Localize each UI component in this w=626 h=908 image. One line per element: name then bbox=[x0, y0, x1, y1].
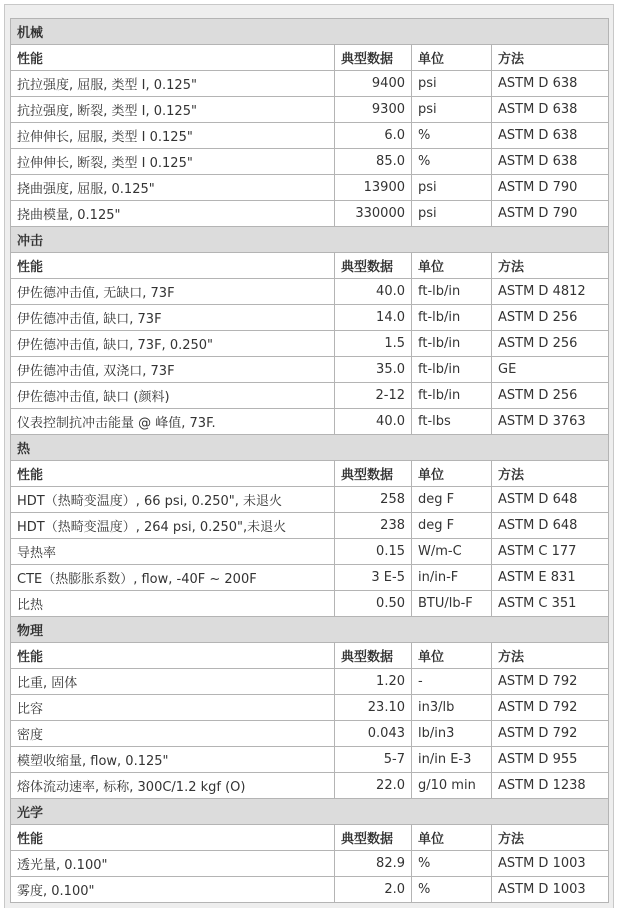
cell-unit: g/10 min bbox=[412, 773, 492, 799]
cell-value: 2-12 bbox=[335, 383, 412, 409]
cell-unit: psi bbox=[412, 97, 492, 123]
column-header-row bbox=[11, 461, 609, 487]
cell-value: 1.20 bbox=[335, 669, 412, 695]
cell-property: CTE（热膨胀系数）, flow, -40F ~ 200F bbox=[11, 565, 335, 591]
cell-method: ASTM D 638 bbox=[492, 71, 609, 97]
properties-table bbox=[10, 18, 609, 903]
cell-property: 挠曲强度, 屈服, 0.125" bbox=[11, 175, 335, 201]
cell-value: 22.0 bbox=[335, 773, 412, 799]
cell-unit: % bbox=[412, 149, 492, 175]
column-header-unit: 单位 bbox=[412, 461, 492, 487]
section-title: 物理 bbox=[11, 617, 609, 643]
cell-value: 330000 bbox=[335, 201, 412, 227]
cell-value: 6.0 bbox=[335, 123, 412, 149]
cell-property: HDT（热畸变温度）, 66 psi, 0.250", 未退火 bbox=[11, 487, 335, 513]
cell-method: ASTM D 792 bbox=[492, 721, 609, 747]
cell-value: 14.0 bbox=[335, 305, 412, 331]
cell-unit: % bbox=[412, 851, 492, 877]
cell-property: 抗拉强度, 屈服, 类型 I, 0.125" bbox=[11, 71, 335, 97]
cell-property: 导热率 bbox=[11, 539, 335, 565]
table-row bbox=[11, 513, 609, 539]
cell-method: ASTM D 638 bbox=[492, 123, 609, 149]
cell-unit: psi bbox=[412, 201, 492, 227]
table-row bbox=[11, 149, 609, 175]
cell-property: 比重, 固体 bbox=[11, 669, 335, 695]
cell-method: ASTM D 648 bbox=[492, 487, 609, 513]
table-row bbox=[11, 331, 609, 357]
cell-method: ASTM D 4812 bbox=[492, 279, 609, 305]
cell-unit: in/in E-3 bbox=[412, 747, 492, 773]
cell-value: 85.0 bbox=[335, 149, 412, 175]
cell-property: 抗拉强度, 断裂, 类型 I, 0.125" bbox=[11, 97, 335, 123]
cell-method: ASTM C 177 bbox=[492, 539, 609, 565]
cell-method: ASTM D 792 bbox=[492, 695, 609, 721]
column-header-property: 性能 bbox=[11, 461, 335, 487]
cell-value: 3 E-5 bbox=[335, 565, 412, 591]
table-row bbox=[11, 279, 609, 305]
cell-unit: ft-lb/in bbox=[412, 279, 492, 305]
cell-method: ASTM D 955 bbox=[492, 747, 609, 773]
table-row bbox=[11, 851, 609, 877]
cell-unit: deg F bbox=[412, 487, 492, 513]
cell-method: ASTM C 351 bbox=[492, 591, 609, 617]
table-row bbox=[11, 201, 609, 227]
table-row bbox=[11, 71, 609, 97]
cell-value: 258 bbox=[335, 487, 412, 513]
column-header-row bbox=[11, 45, 609, 71]
cell-property: 伊佐德冲击值, 双浇口, 73F bbox=[11, 357, 335, 383]
cell-property: 仪表控制抗冲击能量 @ 峰值, 73F. bbox=[11, 409, 335, 435]
cell-property: 模塑收缩量, flow, 0.125" bbox=[11, 747, 335, 773]
cell-value: 238 bbox=[335, 513, 412, 539]
cell-value: 23.10 bbox=[335, 695, 412, 721]
cell-unit: lb/in3 bbox=[412, 721, 492, 747]
column-header-row bbox=[11, 643, 609, 669]
cell-value: 0.50 bbox=[335, 591, 412, 617]
cell-value: 13900 bbox=[335, 175, 412, 201]
cell-property: 伊佐德冲击值, 缺口, 73F bbox=[11, 305, 335, 331]
cell-unit: ft-lb/in bbox=[412, 383, 492, 409]
cell-method: GE bbox=[492, 357, 609, 383]
cell-method: ASTM D 256 bbox=[492, 331, 609, 357]
cell-value: 5-7 bbox=[335, 747, 412, 773]
cell-method: ASTM D 1238 bbox=[492, 773, 609, 799]
cell-property: 密度 bbox=[11, 721, 335, 747]
cell-property: 比容 bbox=[11, 695, 335, 721]
cell-unit: ft-lb/in bbox=[412, 331, 492, 357]
column-header-method: 方法 bbox=[492, 643, 609, 669]
cell-unit: W/m-C bbox=[412, 539, 492, 565]
section-title: 光学 bbox=[11, 799, 609, 825]
cell-property: 雾度, 0.100" bbox=[11, 877, 335, 903]
column-header-unit: 单位 bbox=[412, 643, 492, 669]
cell-property: 伊佐德冲击值, 缺口, 73F, 0.250" bbox=[11, 331, 335, 357]
column-header-value: 典型数据 bbox=[335, 825, 412, 851]
table-row bbox=[11, 539, 609, 565]
table-row bbox=[11, 383, 609, 409]
section-header-row bbox=[11, 227, 609, 253]
table-row bbox=[11, 669, 609, 695]
cell-unit: % bbox=[412, 123, 492, 149]
section-title: 机械 bbox=[11, 19, 609, 45]
cell-method: ASTM D 638 bbox=[492, 97, 609, 123]
column-header-property: 性能 bbox=[11, 643, 335, 669]
table-row bbox=[11, 175, 609, 201]
cell-value: 35.0 bbox=[335, 357, 412, 383]
section-header-row bbox=[11, 19, 609, 45]
section-title: 热 bbox=[11, 435, 609, 461]
cell-property: 比热 bbox=[11, 591, 335, 617]
cell-property: 熔体流动速率, 标称, 300C/1.2 kgf (O) bbox=[11, 773, 335, 799]
column-header-unit: 单位 bbox=[412, 45, 492, 71]
column-header-unit: 单位 bbox=[412, 253, 492, 279]
column-header-method: 方法 bbox=[492, 461, 609, 487]
section-header-row bbox=[11, 617, 609, 643]
cell-unit: psi bbox=[412, 175, 492, 201]
table-row bbox=[11, 487, 609, 513]
table-row bbox=[11, 123, 609, 149]
cell-unit: ft-lbs bbox=[412, 409, 492, 435]
cell-property: 伊佐德冲击值, 无缺口, 73F bbox=[11, 279, 335, 305]
cell-method: ASTM D 1003 bbox=[492, 877, 609, 903]
cell-unit: in/in-F bbox=[412, 565, 492, 591]
cell-value: 2.0 bbox=[335, 877, 412, 903]
table-row bbox=[11, 357, 609, 383]
section-header-row bbox=[11, 799, 609, 825]
column-header-row bbox=[11, 253, 609, 279]
cell-method: ASTM D 256 bbox=[492, 383, 609, 409]
table-row bbox=[11, 409, 609, 435]
cell-value: 9400 bbox=[335, 71, 412, 97]
table-row bbox=[11, 591, 609, 617]
column-header-value: 典型数据 bbox=[335, 643, 412, 669]
table-row bbox=[11, 695, 609, 721]
table-row bbox=[11, 773, 609, 799]
column-header-property: 性能 bbox=[11, 253, 335, 279]
cell-value: 9300 bbox=[335, 97, 412, 123]
cell-method: ASTM D 638 bbox=[492, 149, 609, 175]
column-header-method: 方法 bbox=[492, 45, 609, 71]
cell-unit: deg F bbox=[412, 513, 492, 539]
cell-unit: BTU/lb-F bbox=[412, 591, 492, 617]
table-row bbox=[11, 747, 609, 773]
table-row bbox=[11, 565, 609, 591]
cell-unit: - bbox=[412, 669, 492, 695]
cell-value: 40.0 bbox=[335, 409, 412, 435]
cell-value: 0.043 bbox=[335, 721, 412, 747]
table-row bbox=[11, 305, 609, 331]
section-header-row bbox=[11, 435, 609, 461]
cell-method: ASTM D 792 bbox=[492, 669, 609, 695]
column-header-method: 方法 bbox=[492, 825, 609, 851]
column-header-value: 典型数据 bbox=[335, 461, 412, 487]
section-title: 冲击 bbox=[11, 227, 609, 253]
cell-property: 挠曲模量, 0.125" bbox=[11, 201, 335, 227]
cell-method: ASTM E 831 bbox=[492, 565, 609, 591]
cell-unit: ft-lb/in bbox=[412, 305, 492, 331]
cell-property: 透光量, 0.100" bbox=[11, 851, 335, 877]
cell-value: 82.9 bbox=[335, 851, 412, 877]
cell-method: ASTM D 1003 bbox=[492, 851, 609, 877]
column-header-unit: 单位 bbox=[412, 825, 492, 851]
table-row bbox=[11, 877, 609, 903]
table-row bbox=[11, 97, 609, 123]
table-row bbox=[11, 721, 609, 747]
cell-value: 40.0 bbox=[335, 279, 412, 305]
column-header-property: 性能 bbox=[11, 45, 335, 71]
cell-unit: % bbox=[412, 877, 492, 903]
cell-unit: ft-lb/in bbox=[412, 357, 492, 383]
column-header-value: 典型数据 bbox=[335, 45, 412, 71]
column-header-property: 性能 bbox=[11, 825, 335, 851]
cell-unit: psi bbox=[412, 71, 492, 97]
cell-method: ASTM D 790 bbox=[492, 175, 609, 201]
cell-property: 拉伸伸长, 断裂, 类型 I 0.125" bbox=[11, 149, 335, 175]
cell-unit: in3/lb bbox=[412, 695, 492, 721]
cell-property: HDT（热畸变温度）, 264 psi, 0.250",未退火 bbox=[11, 513, 335, 539]
properties-table-body bbox=[11, 19, 609, 903]
column-header-row bbox=[11, 825, 609, 851]
cell-method: ASTM D 256 bbox=[492, 305, 609, 331]
cell-property: 拉伸伸长, 屈服, 类型 I 0.125" bbox=[11, 123, 335, 149]
cell-value: 1.5 bbox=[335, 331, 412, 357]
cell-method: ASTM D 648 bbox=[492, 513, 609, 539]
cell-property: 伊佐德冲击值, 缺口 (颜料) bbox=[11, 383, 335, 409]
column-header-method: 方法 bbox=[492, 253, 609, 279]
column-header-value: 典型数据 bbox=[335, 253, 412, 279]
cell-method: ASTM D 3763 bbox=[492, 409, 609, 435]
cell-value: 0.15 bbox=[335, 539, 412, 565]
cell-method: ASTM D 790 bbox=[492, 201, 609, 227]
